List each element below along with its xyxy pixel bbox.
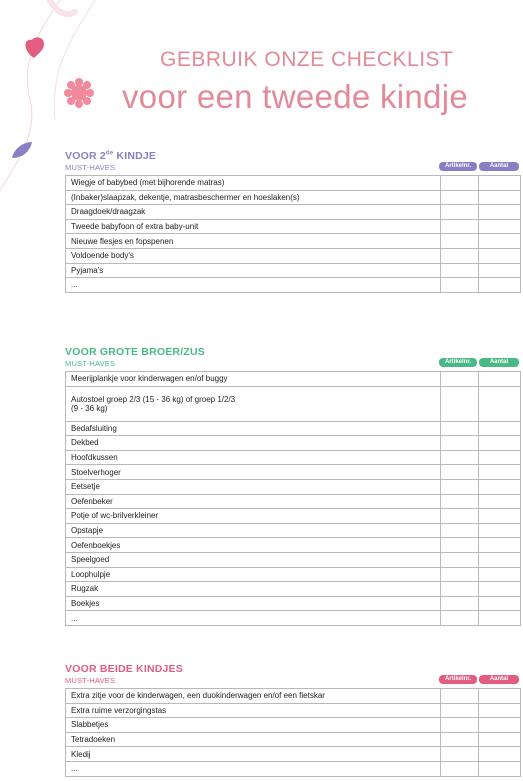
amount-cell[interactable] bbox=[479, 421, 521, 436]
article-cell[interactable] bbox=[441, 509, 479, 524]
article-cell[interactable] bbox=[441, 190, 479, 205]
article-cell[interactable] bbox=[441, 703, 479, 718]
section-subtitle: MUST-HAVES bbox=[65, 676, 116, 685]
table-row: Boekjes bbox=[66, 596, 521, 611]
amount-cell[interactable] bbox=[479, 465, 521, 480]
column-header-amount: Aantal bbox=[479, 675, 519, 684]
table-row: Wiegje of babybed (met bijhorende matras) bbox=[66, 176, 521, 191]
article-cell[interactable] bbox=[441, 611, 479, 626]
table-row: Bedafsluiting bbox=[66, 421, 521, 436]
amount-cell[interactable] bbox=[479, 248, 521, 263]
amount-cell[interactable] bbox=[479, 176, 521, 191]
table-row: Slabbetjes bbox=[66, 718, 521, 733]
amount-cell[interactable] bbox=[479, 747, 521, 762]
article-cell[interactable] bbox=[441, 523, 479, 538]
article-cell[interactable] bbox=[441, 421, 479, 436]
amount-cell[interactable] bbox=[479, 552, 521, 567]
article-cell[interactable] bbox=[441, 386, 479, 421]
column-headers bbox=[439, 675, 519, 684]
article-cell[interactable] bbox=[441, 436, 479, 451]
amount-cell[interactable] bbox=[479, 718, 521, 733]
column-headers bbox=[439, 358, 519, 367]
section-big-sibling bbox=[65, 346, 521, 626]
table-row: Draagdoek/draagzak bbox=[66, 205, 521, 220]
table-row: Eetsetje bbox=[66, 479, 521, 494]
article-cell[interactable] bbox=[441, 718, 479, 733]
amount-cell[interactable] bbox=[479, 494, 521, 509]
table-row: Rugzak bbox=[66, 582, 521, 597]
table-row: Dekbed bbox=[66, 436, 521, 451]
amount-cell[interactable] bbox=[479, 761, 521, 776]
table-row: Potje of wc-brilverkleiner bbox=[66, 509, 521, 524]
amount-cell[interactable] bbox=[479, 689, 521, 704]
amount-cell[interactable] bbox=[479, 219, 521, 234]
amount-cell[interactable] bbox=[479, 263, 521, 278]
article-cell[interactable] bbox=[441, 567, 479, 582]
section-second-child bbox=[65, 150, 521, 293]
checklist-table bbox=[65, 175, 521, 293]
article-cell[interactable] bbox=[441, 689, 479, 704]
table-row: Autostoel groep 2/3 (15 - 36 kg) of groep 1/2/3 (9 - 36 kg) bbox=[66, 386, 521, 421]
amount-cell[interactable] bbox=[479, 436, 521, 451]
amount-cell[interactable] bbox=[479, 611, 521, 626]
section-title: VOOR GROTE BROER/ZUS bbox=[65, 346, 205, 358]
column-headers bbox=[439, 162, 519, 171]
article-cell[interactable] bbox=[441, 596, 479, 611]
amount-cell[interactable] bbox=[479, 523, 521, 538]
article-cell[interactable] bbox=[441, 263, 479, 278]
amount-cell[interactable] bbox=[479, 703, 521, 718]
table-row: Tetradoeken bbox=[66, 732, 521, 747]
table-row: Speelgoed bbox=[66, 552, 521, 567]
article-cell[interactable] bbox=[441, 732, 479, 747]
table-row: (Inbaker)slaapzak, dekentje, matrasbeschermer en hoeslaken(s) bbox=[66, 190, 521, 205]
article-cell[interactable] bbox=[441, 582, 479, 597]
table-row: ... bbox=[66, 761, 521, 776]
amount-cell[interactable] bbox=[479, 278, 521, 293]
page-title-line2: voor een tweede kindje bbox=[122, 78, 468, 115]
table-row: Hoofdkussen bbox=[66, 450, 521, 465]
article-cell[interactable] bbox=[441, 747, 479, 762]
table-row: Meerijplankje voor kinderwagen en/of buggy bbox=[66, 372, 521, 387]
table-row: Nieuwe flesjes en fopspenen bbox=[66, 234, 521, 249]
table-row: Extra zitje voor de kinderwagen, een duokinderwagen en/of een fietskar bbox=[66, 689, 521, 704]
amount-cell[interactable] bbox=[479, 538, 521, 553]
article-cell[interactable] bbox=[441, 278, 479, 293]
flower-icon bbox=[64, 78, 94, 108]
section-subtitle: MUST-HAVES bbox=[65, 163, 116, 172]
checklist-table bbox=[65, 688, 521, 777]
article-cell[interactable] bbox=[441, 552, 479, 567]
table-row: Stoelverhoger bbox=[66, 465, 521, 480]
section-subtitle: MUST-HAVES bbox=[65, 359, 116, 368]
amount-cell[interactable] bbox=[479, 479, 521, 494]
amount-cell[interactable] bbox=[479, 234, 521, 249]
amount-cell[interactable] bbox=[479, 509, 521, 524]
article-cell[interactable] bbox=[441, 219, 479, 234]
leaf-icon bbox=[12, 142, 32, 158]
amount-cell[interactable] bbox=[479, 582, 521, 597]
amount-cell[interactable] bbox=[479, 190, 521, 205]
article-cell[interactable] bbox=[441, 205, 479, 220]
article-cell[interactable] bbox=[441, 372, 479, 387]
amount-cell[interactable] bbox=[479, 450, 521, 465]
column-header-article: Artikelnr. bbox=[439, 358, 477, 367]
amount-cell[interactable] bbox=[479, 596, 521, 611]
table-row: ... bbox=[66, 278, 521, 293]
table-row: Loophulpje bbox=[66, 567, 521, 582]
table-row: Oefenbeker bbox=[66, 494, 521, 509]
amount-cell[interactable] bbox=[479, 732, 521, 747]
section-both-children bbox=[65, 663, 521, 777]
article-cell[interactable] bbox=[441, 494, 479, 509]
article-cell[interactable] bbox=[441, 538, 479, 553]
column-header-amount: Aantal bbox=[479, 358, 519, 367]
table-row: Oefenboekjes bbox=[66, 538, 521, 553]
table-row: Pyjama's bbox=[66, 263, 521, 278]
column-header-article: Artikelnr. bbox=[439, 675, 477, 684]
article-cell[interactable] bbox=[441, 248, 479, 263]
article-cell[interactable] bbox=[441, 465, 479, 480]
amount-cell[interactable] bbox=[479, 567, 521, 582]
section-title: VOOR BEIDE KINDJES bbox=[65, 663, 183, 675]
table-row: Kledij bbox=[66, 747, 521, 762]
amount-cell[interactable] bbox=[479, 205, 521, 220]
amount-cell[interactable] bbox=[479, 372, 521, 387]
table-row: Tweede babyfoon of extra baby-unit bbox=[66, 219, 521, 234]
page-title-line1: GEBRUIK ONZE CHECKLIST bbox=[160, 48, 454, 71]
column-header-amount: Aantal bbox=[479, 162, 519, 171]
table-row: Opstapje bbox=[66, 523, 521, 538]
table-row: Voldoende body's bbox=[66, 248, 521, 263]
amount-cell[interactable] bbox=[479, 386, 521, 421]
table-row: Extra ruime verzorgingstas bbox=[66, 703, 521, 718]
article-cell[interactable] bbox=[441, 176, 479, 191]
article-cell[interactable] bbox=[441, 761, 479, 776]
checklist-table bbox=[65, 371, 521, 626]
column-header-article: Artikelnr. bbox=[439, 162, 477, 171]
section-title: VOOR 2de KINDJE bbox=[65, 150, 157, 162]
article-cell[interactable] bbox=[441, 234, 479, 249]
article-cell[interactable] bbox=[441, 450, 479, 465]
article-cell[interactable] bbox=[441, 479, 479, 494]
table-row: ... bbox=[66, 611, 521, 626]
